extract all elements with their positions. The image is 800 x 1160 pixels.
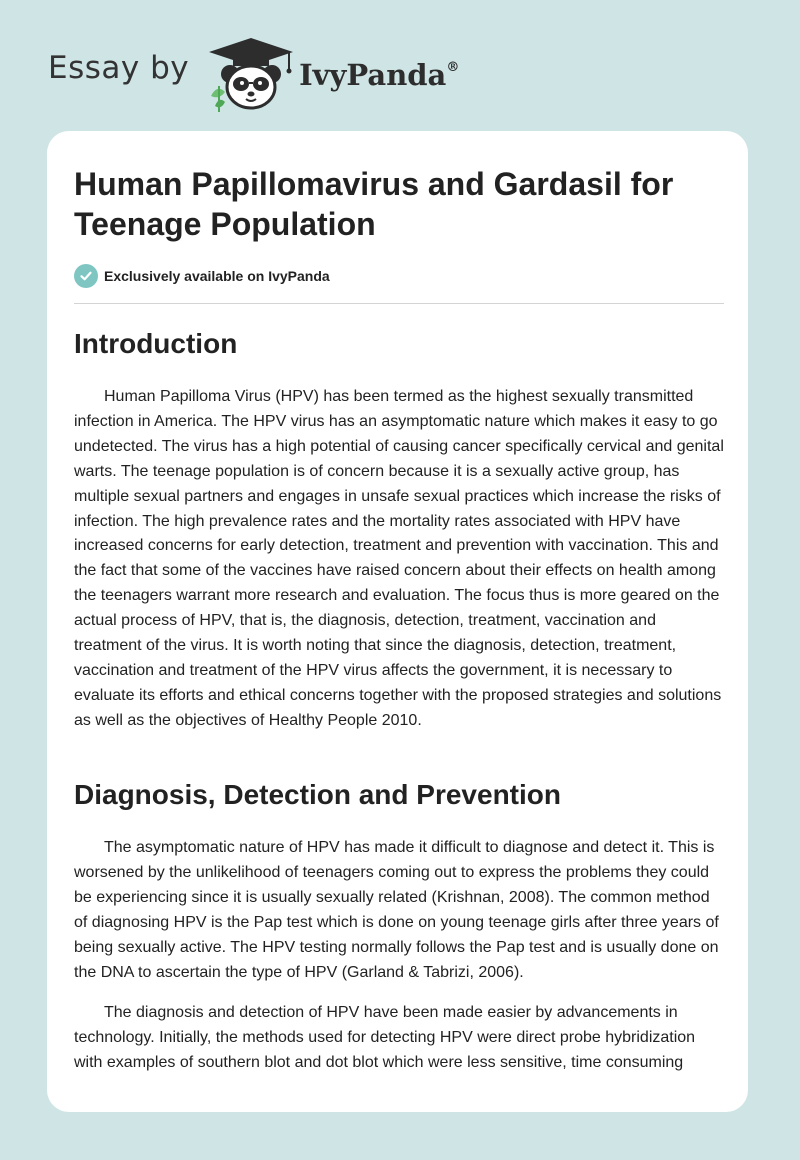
introduction-paragraph: Human Papilloma Virus (HPV) has been termed as the highest sexually transmitted infection in America. The HPV virus has an asymptomatic nature which makes it easy to go undetected. The virus has a high potential of causing cancer specifically cervical and genital warts. The teenage population is of concern because it is a sexually active group, has multiple sexual partners and engages in unsafe sexual practices which increase the risks of infection. The high prevalence rates and the mortality rates associated with HPV have increased concerns for early detection, treatment and prevention with vaccination. This and the fact that some of the vaccines have raised concern about their effects on health among the teenagers warrant more research and evaluation. The focus thus is more geared on the actual process of HPV, that is, the diagnosis, detection, treatment, vaccination and treatment of the virus. It is worth noting that since the diagnosis, detection, treatment, vaccination and treatment of the HPV virus affects the government, it is necessary to evaluate its efforts and ethical concerns together with the proposed strategies and solutions as well as the objectives of Healthy People 2010. bbox=[74, 388, 724, 729]
section-heading-introduction: Introduction bbox=[74, 328, 238, 359]
page-title: Human Papillomavirus and Gardasil for Teenage Population bbox=[74, 166, 674, 242]
diagnosis-paragraph-2: The diagnosis and detection of HPV have been made easier by advancements in technology. Initially, the methods used for detecting HPV were direct probe hybridization with examples of southern blot and dot blot which were less sensitive, time consuming bbox=[74, 1004, 696, 1071]
diagnosis-paragraph-1: The asymptomatic nature of HPV has made it difficult to diagnose and detect it. This is worsened by the unlikelihood of teenagers coming out to express the problems they could be experiencing since it is usually sexually related (Krishnan, 2008). The common method of diagnosing HPV is the Pap test which is done on young teenage girls after three years of being sexually active. The HPV testing normally follows the Pap test and is usually done on the DNA to ascertain the type of HPV (Garland & Tabrizi, 2006). bbox=[74, 839, 719, 981]
title-divider bbox=[74, 303, 724, 304]
exclusive-badge bbox=[74, 264, 330, 288]
essay-by-label: Essay by bbox=[48, 50, 190, 86]
brand-name[interactable]: IvyPanda® bbox=[299, 58, 460, 92]
site-header bbox=[48, 34, 508, 114]
registered-mark: ® bbox=[446, 60, 460, 75]
section-heading-diagnosis: Diagnosis, Detection and Prevention bbox=[74, 779, 561, 810]
essay-card bbox=[47, 131, 748, 1112]
check-icon bbox=[74, 264, 98, 288]
panda-graduate-logo-icon[interactable] bbox=[205, 36, 297, 112]
exclusive-badge-label: Exclusively available on IvyPanda bbox=[104, 268, 330, 284]
